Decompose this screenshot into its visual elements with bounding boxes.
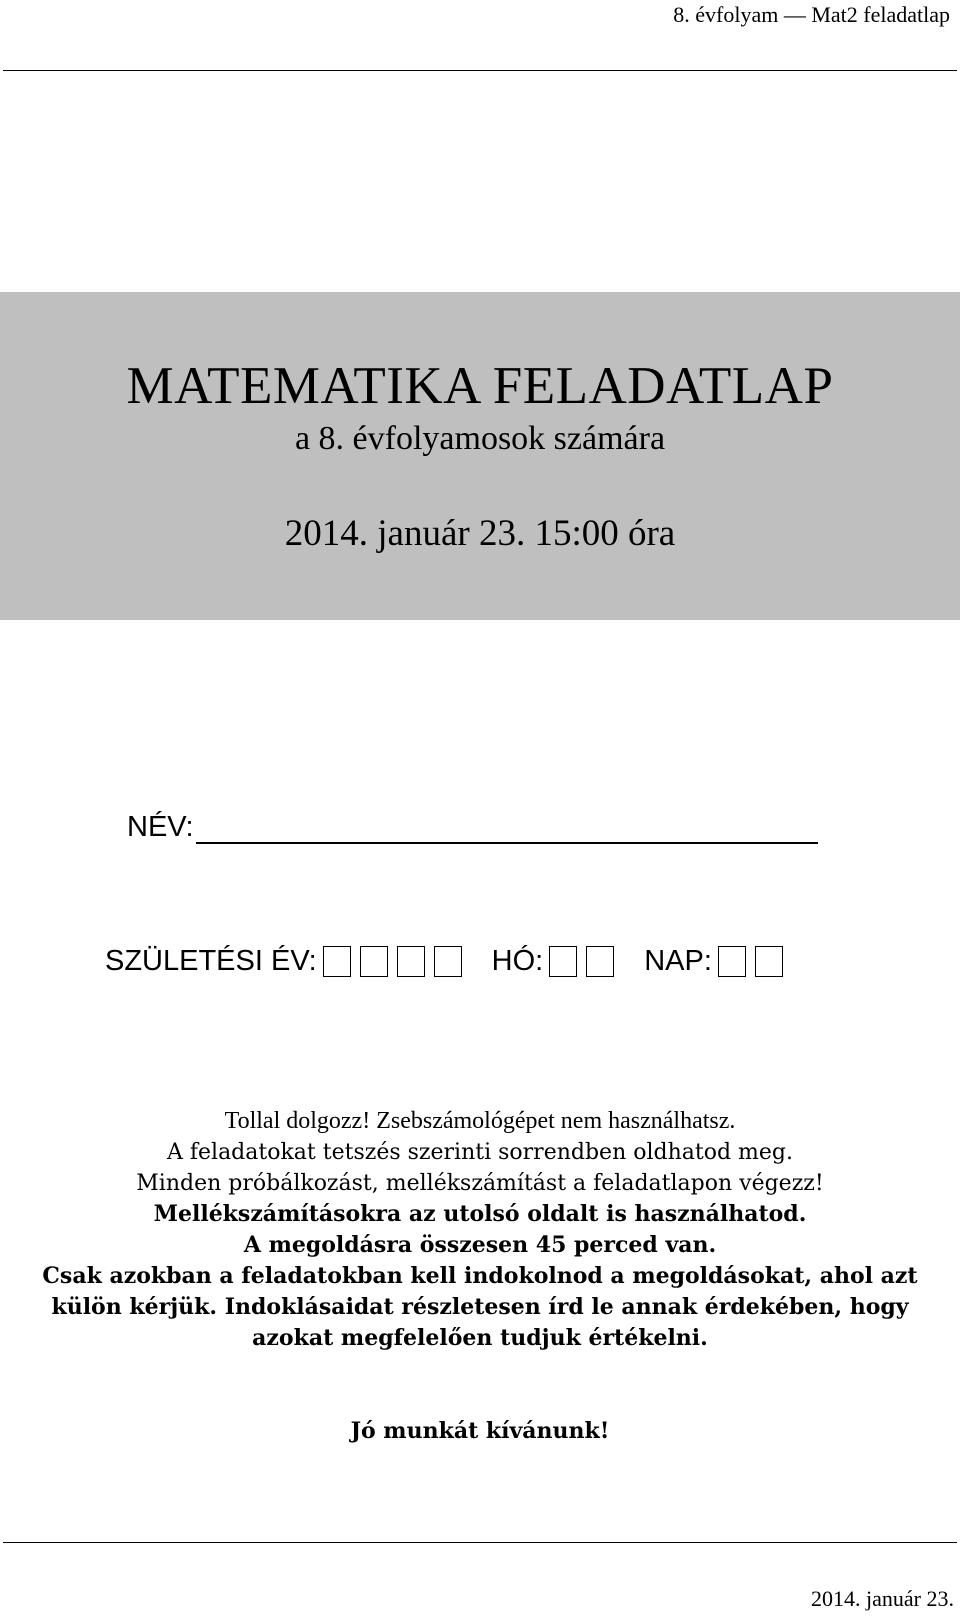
instruction-line: külön kérjük. Indoklásaidat részletesen írd le annak érdekében, hogy [51, 1294, 909, 1320]
footer-rule [3, 1542, 957, 1543]
day-boxes [718, 946, 783, 977]
closing-message: Jó munkát kívánunk! [350, 1418, 610, 1444]
birth-year-label: SZÜLETÉSI ÉV: [105, 945, 317, 977]
page-header: 8. évfolyam — Mat2 feladatlap [673, 2, 950, 27]
header-rule [3, 70, 957, 71]
instruction-line: Csak azokban a feladatokban kell indokolnod a megoldásokat, ahol azt [42, 1263, 918, 1289]
birth-year-digit-box[interactable] [360, 946, 388, 977]
instruction-line: A feladatokat tetszés szerinti sorrendben oldhatod meg. [166, 1140, 793, 1165]
day-label: NAP: [644, 945, 712, 977]
instructions-block [0, 1106, 960, 1354]
document-title: MATEMATIKA FELADATLAP [126, 357, 834, 415]
instruction-line: A megoldásra összesen 45 perced van. [243, 1232, 717, 1258]
instruction-line: azokat megfelelően tudjuk értékelni. [252, 1325, 708, 1351]
exam-datetime: 2014. január 23. 15:00 óra [284, 513, 676, 554]
month-boxes [549, 946, 614, 977]
instruction-line: Tollal dolgozz! Zsebszámológépet nem használhatsz. [224, 1108, 736, 1134]
birth-year-digit-box[interactable] [397, 946, 425, 977]
month-digit-box[interactable] [549, 946, 577, 977]
birth-year-digit-box[interactable] [323, 946, 351, 977]
instruction-line: Mellékszámításokra az utolsó oldalt is használhatod. [153, 1201, 807, 1227]
name-field-row [127, 808, 818, 844]
name-input-line[interactable] [196, 808, 818, 844]
name-label: NÉV: [127, 811, 194, 843]
birth-year-digit-box[interactable] [434, 946, 462, 977]
instruction-line: Minden próbálkozást, mellékszámítást a feladatlapon végezz! [136, 1171, 824, 1196]
document-subtitle: a 8. évfolyamosok számára [294, 420, 666, 457]
birth-year-boxes [323, 946, 462, 977]
month-digit-box[interactable] [586, 946, 614, 977]
day-digit-box[interactable] [718, 946, 746, 977]
birth-date-row [105, 945, 783, 978]
title-band [0, 292, 960, 620]
page-footer: 2014. január 23. [811, 1586, 954, 1611]
day-digit-box[interactable] [755, 946, 783, 977]
month-label: HÓ: [491, 945, 544, 977]
